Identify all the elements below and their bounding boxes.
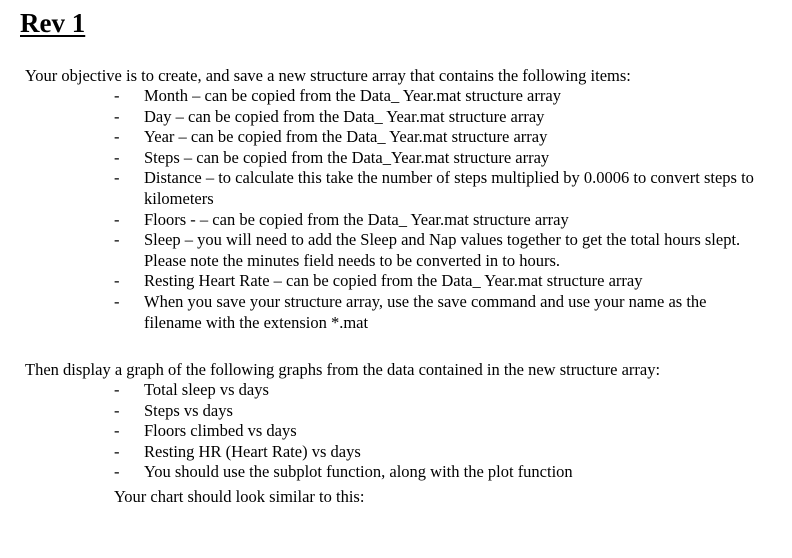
bullet-dash: - [114,209,120,229]
list-item-text: Resting Heart Rate – can be copied from the Data_ Year.mat structure array [144,271,643,291]
list-item [0,210,754,231]
list-item [0,421,754,442]
bullet-dash: - [114,441,120,461]
list-item-text: Floors - – can be copied from the Data_ Year.mat structure array [144,209,569,229]
list-item-text: Month – can be copied from the Data_ Year.mat structure array [144,86,561,105]
list-item [0,107,754,128]
bullet-dash: - [114,380,120,399]
list-item [0,380,754,401]
bullet-dash: - [114,106,120,126]
bullet-dash: - [114,462,120,482]
closing-line: Your chart should look similar to this: [114,487,365,506]
graphs-list [0,380,754,483]
list-item-text: Steps vs days [144,400,233,420]
bullet-dash: - [114,271,120,291]
bullet-dash: - [114,421,120,441]
bullet-dash: - [114,86,120,105]
list-item-text: When you save your structure array, use the save command and use your name as the filename with the extension *.mat [144,291,707,332]
list-item-text: Total sleep vs days [144,380,269,399]
list-item-text: Distance – to calculate this take the number of steps multiplied by 0.0006 to convert steps to kilometers [144,168,754,208]
bullet-dash: - [114,230,120,250]
list-item [0,292,754,333]
objective-list [0,86,754,333]
page-heading: Rev 1 [20,8,86,38]
list-item [0,462,754,483]
list-item [0,271,754,292]
bullet-dash: - [114,291,120,311]
list-item-text: Year – can be copied from the Data_ Year.mat structure array [144,127,548,147]
list-item [0,168,754,209]
bullet-dash: - [114,168,120,188]
list-item [0,127,754,148]
list-item [0,230,754,271]
bullet-dash: - [114,400,120,420]
bullet-dash: - [114,147,120,167]
list-item-text: Steps – can be copied from the Data_Year.mat structure array [144,147,550,167]
list-item [0,148,754,169]
list-item [0,442,754,463]
list-item-text: Floors climbed vs days [144,421,297,441]
objective-intro: Your objective is to create, and save a new structure array that contains the following items: [25,66,631,85]
list-item [0,86,754,107]
list-item-text: Day – can be copied from the Data_ Year.mat structure array [144,106,545,126]
graphs-intro: Then display a graph of the following graphs from the data contained in the new structure array: [25,360,661,379]
list-item [0,401,754,422]
list-item-text: Resting HR (Heart Rate) vs days [144,441,361,461]
list-item-text: You should use the subplot function, along with the plot function [144,462,573,482]
list-item-text: Sleep – you will need to add the Sleep and Nap values together to get the total hours slept. Please note the minutes field needs to be converted in to hours. [144,230,741,270]
bullet-dash: - [114,127,120,147]
